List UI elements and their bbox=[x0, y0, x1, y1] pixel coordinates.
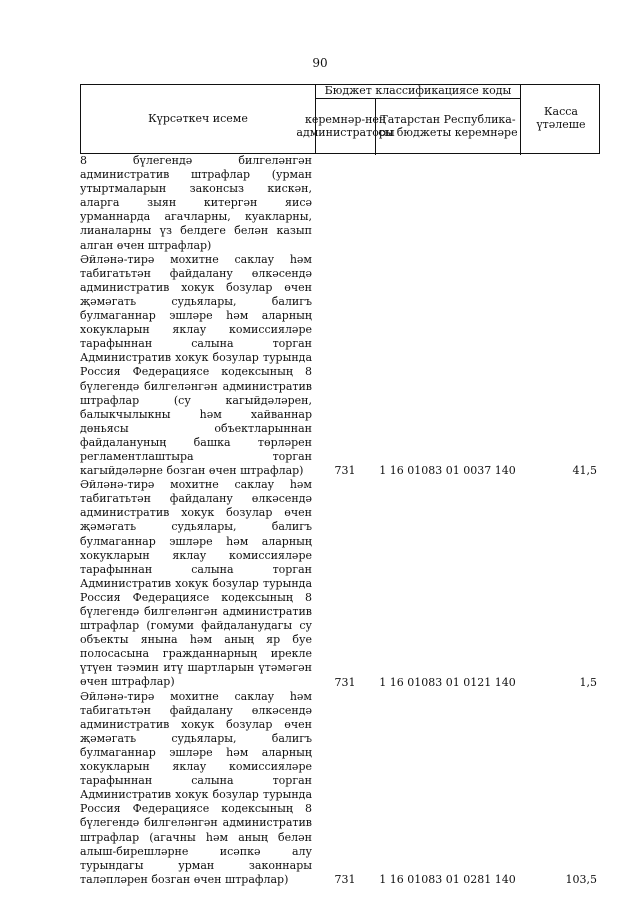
table-row bbox=[80, 690, 600, 887]
header-tatarstan-budget-revenue: Татарстан Республика-сы бюджеты керемнәре bbox=[376, 99, 521, 155]
row-description: Әйләнә-тирә мохитне саклау һәм табигатьтән файдалану өлкәсендә административ хокук бозулар өчен җәмәгать судьялары, балигъ булмаганнар эшләре һәм аларның хокукларын яклау комиссияләре тарафыннан салына торган Административ хокук бозулар турында Россия Федерациясе кодексының 8 бүлегендә билгеләнгән административ штрафлар (су кагыйдәләрен, балыкчылыкны һәм хайваннар дөньясы объектларыннан файдалануның башка төрләрен регламентлаштыра торган кагыйдәләрне бозган өчен штрафлар) bbox=[80, 252, 312, 478]
row-amount: 1,5 bbox=[579, 675, 597, 689]
row-admin-code: 731 bbox=[334, 872, 356, 886]
row-classification-code: 1 16 01083 01 0037 140 bbox=[379, 464, 516, 478]
table-row bbox=[80, 154, 600, 253]
header-cash-execution: Касса үтәлеше bbox=[536, 105, 586, 131]
header-revenue-administrator: керемнәр-нең администраторы bbox=[316, 99, 376, 155]
row-description: Әйләнә-тирә мохитне саклау һәм табигатьтән файдалану өлкәсендә административ хокук бозулар өчен җәмәгать судьялары, балигъ булмаганнар эшләре һәм аларның хокукларын яклау комиссияләре тарафыннан салына торган Административ хокук бозулар турында Россия Федерациясе кодексының 8 бүлегендә билгеләнгән административ штрафлар (гомуми файдаланудагы су объекты янына һәм аның яр буе полосасына гражданнарның ирекле үтүен тәэмин итү шартларын үтәмәгән өчен штрафлар) bbox=[80, 478, 312, 689]
row-admin-code: 731 bbox=[334, 464, 356, 478]
header-budget-classification: Бюджет классификациясе коды bbox=[316, 85, 521, 99]
row-classification-code: 1 16 01083 01 0121 140 bbox=[379, 675, 516, 689]
row-description: 8 бүлегендә билгеләнгән административ штрафлар (урман утыртмаларын законсыз кискән, аларга зыян китергән яисә урманнарда агачларны, куакларны, лианаларны үз белдеге белән казып алган өчен штрафлар) bbox=[80, 154, 312, 252]
page-number: 90 bbox=[312, 56, 328, 70]
row-description: Әйләнә-тирә мохитне саклау һәм табигатьтән файдалану өлкәсендә административ хокук бозулар өчен җәмәгать судьялары, балигъ булмаганнар эшләре һәм аларның хокукларын яклау комиссияләре тарафыннан салына торган Административ хокук бозулар турында Россия Федерациясе кодексының 8 бүлегендә билгеләнгән административ штрафлар (агачны һәм аның белән алыш-бирешләрне исәпкә алу турындагы урман законнары таләпләрен бозган өчен штрафлар) bbox=[80, 689, 312, 886]
row-classification-code: 1 16 01083 01 0281 140 bbox=[379, 872, 516, 886]
table-row bbox=[80, 253, 600, 479]
table-header bbox=[80, 84, 600, 154]
table-body bbox=[80, 154, 600, 887]
header-indicator-name: Күрсәткеч исеме bbox=[81, 85, 316, 153]
table-row bbox=[80, 478, 600, 689]
row-amount: 103,5 bbox=[565, 872, 597, 886]
row-amount: 41,5 bbox=[572, 464, 597, 478]
row-admin-code: 731 bbox=[334, 675, 356, 689]
